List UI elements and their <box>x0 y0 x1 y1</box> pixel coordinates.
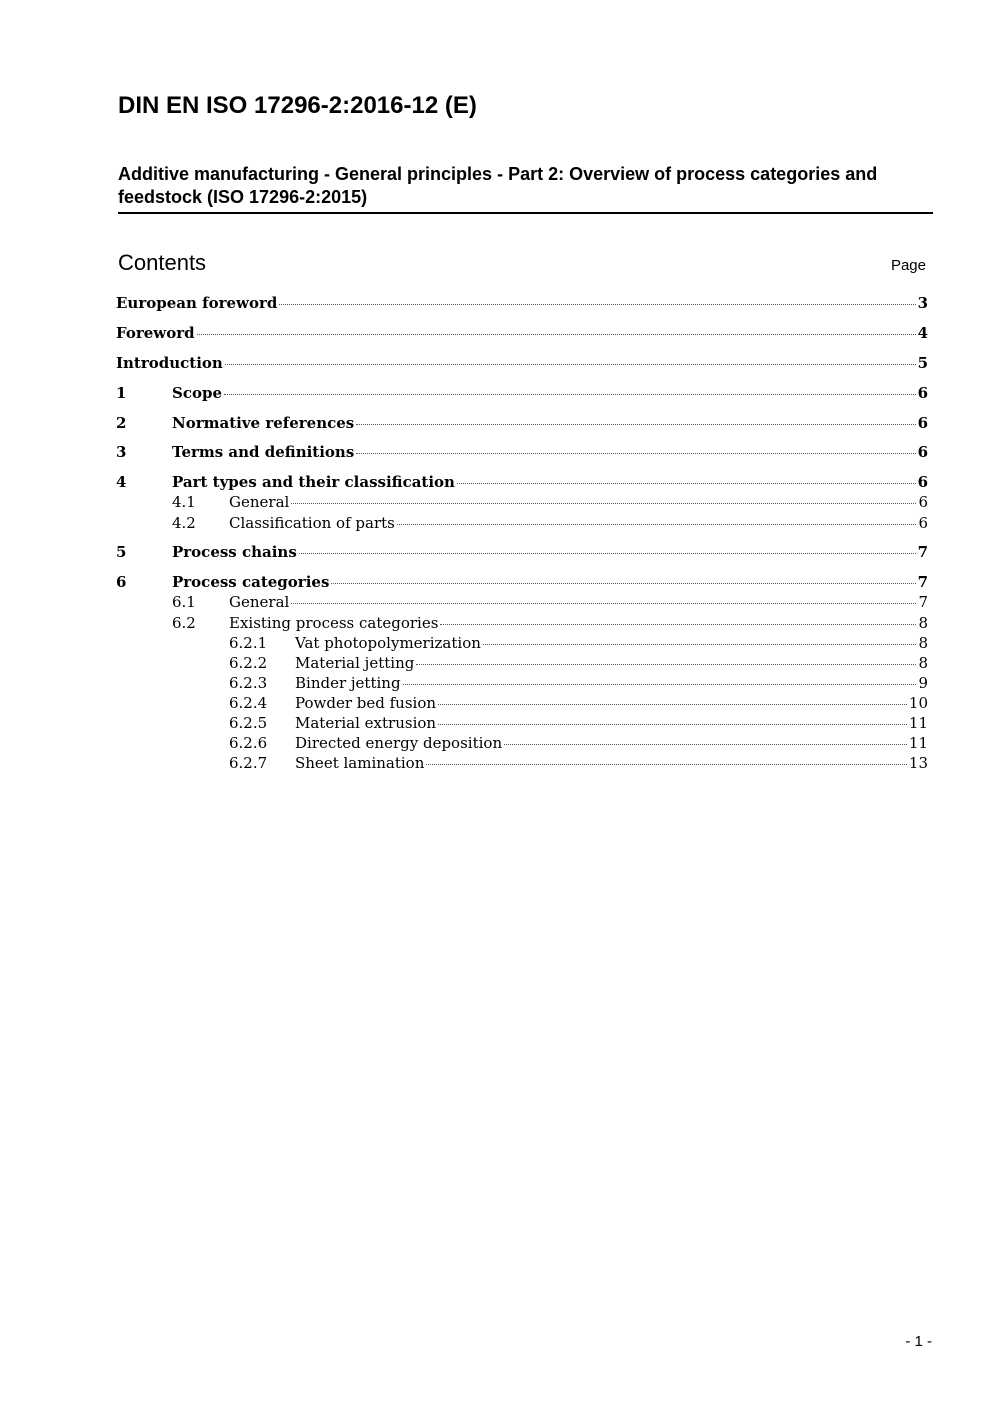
toc-entry-page: 5 <box>917 353 928 372</box>
toc-entry-page: 8 <box>918 613 928 632</box>
dot-leader <box>291 502 916 504</box>
toc-entry[interactable] <box>116 323 928 343</box>
toc-entry-number: 6.1 <box>172 593 196 612</box>
dot-leader <box>483 643 917 645</box>
dot-leader <box>403 683 917 685</box>
toc-entry-page: 7 <box>917 573 928 592</box>
toc-entry-title: Vat photopolymerization <box>295 633 481 652</box>
toc-entry[interactable] <box>116 442 928 462</box>
toc-entry-title: Material extrusion <box>295 713 437 732</box>
page-column-label: Page <box>890 257 926 274</box>
toc-entry-page: 13 <box>908 754 928 773</box>
toc-entry-page: 6 <box>917 383 928 402</box>
toc-entry[interactable] <box>116 492 928 512</box>
toc-entry-title: Foreword <box>116 323 195 342</box>
toc-entry[interactable] <box>116 472 928 492</box>
toc-entry-number: 4 <box>116 473 127 492</box>
toc-entry-title: Directed energy deposition <box>295 734 503 753</box>
toc-entry-title: Classification of parts <box>229 513 395 532</box>
toc-entry[interactable] <box>116 753 928 773</box>
dot-leader <box>331 582 915 584</box>
dot-leader <box>440 623 916 625</box>
toc-entry-number: 6.2 <box>172 613 196 632</box>
toc-entry[interactable] <box>116 293 928 313</box>
dot-leader <box>279 303 915 305</box>
dot-leader <box>299 552 916 554</box>
dot-leader <box>225 363 916 365</box>
document-id-heading: DIN EN ISO 17296-2:2016-12 (E) <box>118 92 477 119</box>
toc-entry-number: 6 <box>116 573 127 592</box>
page-number: - 1 - <box>905 1333 932 1350</box>
toc-entry-number: 2 <box>116 413 127 432</box>
toc-entry[interactable] <box>116 693 928 713</box>
toc-entry-title: Sheet lamination <box>295 754 425 773</box>
toc-entry[interactable] <box>116 513 928 533</box>
toc-entry[interactable] <box>116 613 928 633</box>
document-subtitle: Additive manufacturing - General principles - Part 2: Overview of process categories and feedstock (ISO 17296-2:2015) <box>118 163 933 214</box>
toc-entry-title: Scope <box>172 383 223 402</box>
toc-entry[interactable] <box>116 733 928 753</box>
toc-entry-page: 11 <box>908 734 928 753</box>
toc-entry-number: 6.2.2 <box>229 653 268 672</box>
toc-entry-number: 3 <box>116 443 127 462</box>
toc-entry-page: 6 <box>918 513 928 532</box>
toc-entry[interactable] <box>116 353 928 373</box>
dot-leader <box>224 393 916 395</box>
toc-entry-title: Powder bed fusion <box>295 693 437 712</box>
toc-entry[interactable] <box>116 383 928 403</box>
toc-entry-page: 4 <box>917 323 928 342</box>
toc-entry-page: 10 <box>908 693 928 712</box>
toc-entry[interactable] <box>116 413 928 433</box>
toc-entry-page: 7 <box>918 593 928 612</box>
toc-entry[interactable] <box>116 592 928 612</box>
toc-entry-title: Part types and their classification <box>172 473 455 492</box>
toc-entry-number: 4.1 <box>172 493 196 512</box>
toc-entry[interactable] <box>116 542 928 562</box>
toc-entry-page: 11 <box>908 713 928 732</box>
toc-entry-number: 5 <box>116 543 127 562</box>
dot-leader <box>356 452 915 454</box>
toc-entry-number: 6.2.5 <box>229 713 268 732</box>
toc-entry-page: 9 <box>918 673 928 692</box>
toc-entry[interactable] <box>116 633 928 653</box>
contents-heading: Contents <box>118 250 207 275</box>
toc-entry-number: 1 <box>116 383 127 402</box>
toc-entry-title: European foreword <box>116 294 278 312</box>
toc-entry-title: Normative references <box>172 413 355 432</box>
toc-entry-number: 6.2.6 <box>229 734 268 753</box>
toc-entry-page: 3 <box>917 294 928 312</box>
dot-leader <box>457 482 916 484</box>
dot-leader <box>426 763 907 765</box>
dot-leader <box>397 523 917 525</box>
table-of-contents <box>116 293 928 773</box>
toc-entry-title: Process categories <box>172 573 330 592</box>
dot-leader <box>416 663 916 665</box>
dot-leader <box>291 602 916 604</box>
toc-entry-page: 7 <box>917 543 928 562</box>
toc-entry-page: 6 <box>918 493 928 512</box>
toc-entry-title: General <box>229 493 290 512</box>
toc-entry-page: 8 <box>918 653 928 672</box>
toc-entry-number: 4.2 <box>172 513 196 532</box>
dot-leader <box>197 333 916 335</box>
toc-entry-page: 6 <box>917 413 928 432</box>
toc-entry[interactable] <box>116 673 928 693</box>
toc-entry-page: 6 <box>917 473 928 492</box>
toc-entry-page: 6 <box>917 443 928 462</box>
toc-entry-title: Material jetting <box>295 653 415 672</box>
toc-entry-title: Binder jetting <box>295 673 401 692</box>
toc-entry-page: 8 <box>918 633 928 652</box>
toc-entry-title: General <box>229 593 290 612</box>
toc-entry[interactable] <box>116 653 928 673</box>
dot-leader <box>356 423 915 425</box>
dot-leader <box>504 743 907 745</box>
dot-leader <box>438 723 907 725</box>
toc-entry-number: 6.2.1 <box>229 633 268 652</box>
toc-entry-title: Process chains <box>172 543 297 562</box>
dot-leader <box>438 703 907 705</box>
toc-entry-title: Introduction <box>116 353 223 372</box>
toc-entry-number: 6.2.7 <box>229 754 268 773</box>
toc-entry-number: 6.2.4 <box>229 693 268 712</box>
toc-entry-number: 6.2.3 <box>229 673 268 692</box>
toc-entry-title: Terms and definitions <box>172 443 355 462</box>
toc-entry-title: Existing process categories <box>229 613 439 632</box>
toc-entry[interactable] <box>116 713 928 733</box>
toc-entry[interactable] <box>116 572 928 592</box>
